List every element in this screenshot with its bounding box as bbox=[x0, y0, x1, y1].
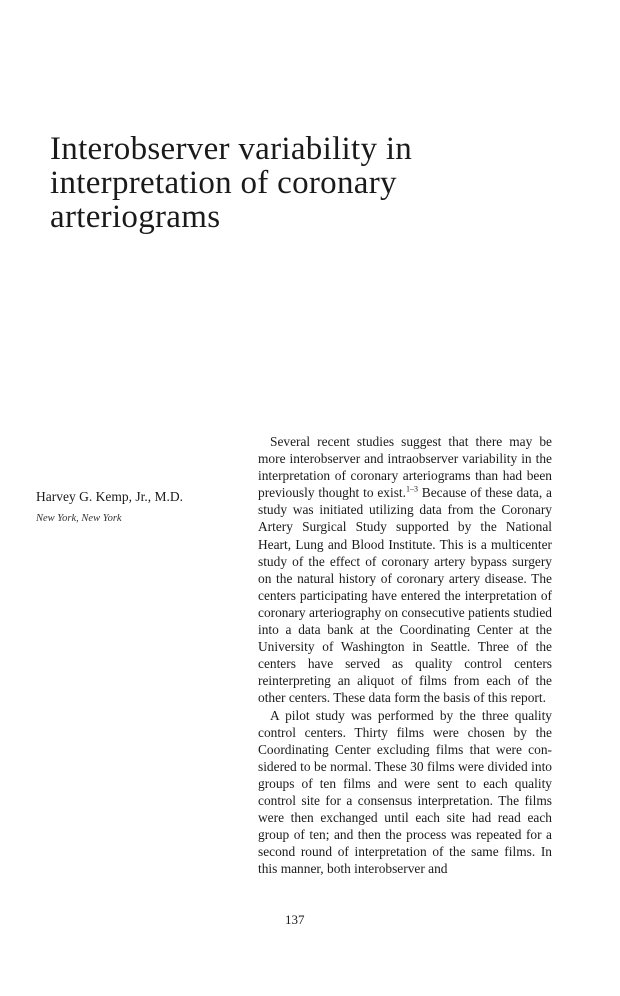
article-title bbox=[50, 132, 570, 234]
paragraph: A pilot study was performed by the three quality control centers. Thirty films were chosen by the Coordinating Center excluding films that were considered to be normal. These 30 films were divided into groups of ten films and were sent to each quality control site for a consensus interpretation. The films were then exchanged until each site had read each group of ten; and then the process was repeated for a second round of interpretation of the same films. In this manner, both interobserver and bbox=[258, 707, 552, 877]
title-line: Interobserver variability in bbox=[50, 131, 413, 167]
title-line: interpretation of coronary bbox=[50, 165, 397, 201]
page-number: 137 bbox=[285, 912, 305, 927]
paragraph bbox=[258, 433, 552, 707]
author-block bbox=[36, 488, 246, 524]
title-line: arteriograms bbox=[50, 199, 221, 235]
reference-superscript: 1–3 bbox=[405, 484, 418, 494]
author-location: New York, New York bbox=[36, 513, 122, 524]
paragraph-text: Several recent studies suggest that there may be more interobserver and intraobserver variability in the interpretation of coronary arteriograms than had been previously thought to exist. bbox=[258, 434, 552, 501]
author-name: Harvey G. Kemp, Jr., M.D. bbox=[36, 489, 183, 504]
paragraph-text: Because of these data, a study was initiated utilizing data from the Coronary Artery Surgical Study supported by the National Heart, Lung and Blood Institute. This is a multicenter study of the effect of coronary artery bypass surgery on the natural history of coronary artery disease. The centers participating have entered the interpretation of coronary arteriography on consecutive patients studied into a data bank at the Coordinating Center at the University of Washington in Seattle. Three of the centers have served as quality control centers reinterpreting an aliquot of films from each of the other centers. These data form the basis of this report. bbox=[258, 485, 552, 706]
body-text bbox=[258, 433, 552, 877]
